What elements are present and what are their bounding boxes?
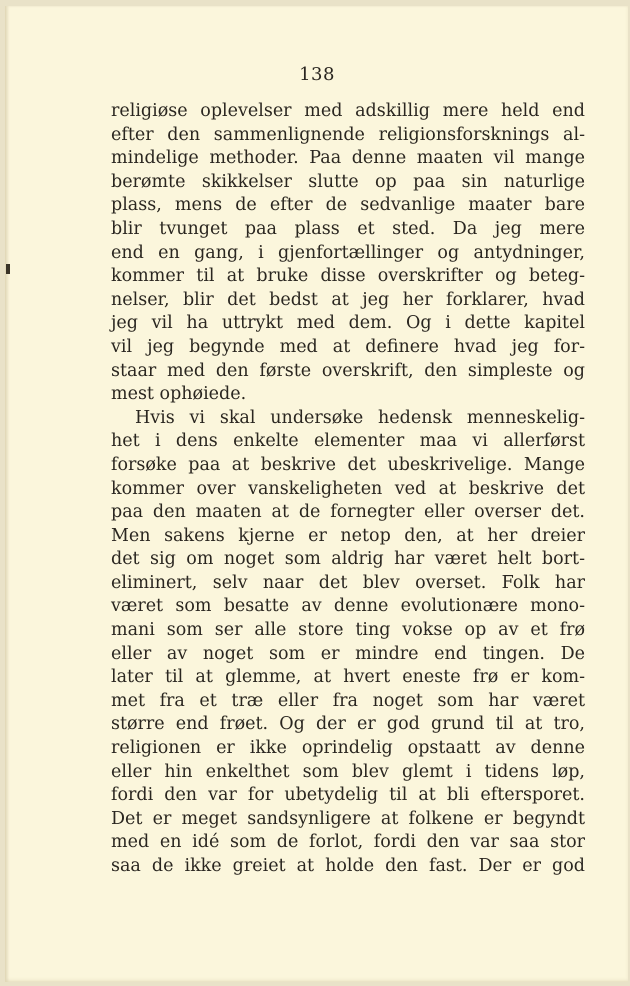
text-line: forsøke paa at beskrive det ubeskrivelige. Mange bbox=[111, 454, 585, 475]
text-line: blir tvunget paa plass et sted. Da jeg mere bbox=[111, 218, 585, 239]
text-line: religiøse oplevelser med adskillig mere held end bbox=[111, 101, 585, 121]
text-line: fordi den var for ubetydelig til at bli eftersporet. bbox=[111, 785, 585, 806]
text-line: eliminert, selv naar det blev overset. Folk har bbox=[111, 572, 585, 593]
text-line: Hvis vi skal undersøke hedensk menneskelig- bbox=[135, 407, 585, 428]
body-text bbox=[111, 100, 585, 879]
text-line: plass, mens de efter de sedvanlige maater bare bbox=[111, 195, 585, 216]
text-line: met fra et træ eller fra noget som har været bbox=[111, 690, 585, 711]
text-line: Det er meget sandsynligere at folkene er begyndt bbox=[111, 808, 585, 829]
text-line: kommer over vanskeligheten ved at beskrive det bbox=[111, 478, 585, 499]
text-line: mani som ser alle store ting vokse op av et frø bbox=[111, 620, 585, 641]
text-line: eller av noget som er mindre end tingen. De bbox=[111, 643, 585, 664]
text-line: end en gang, i gjenfortællinger og antydninger, bbox=[111, 242, 585, 263]
text-line: later til at glemme, at hvert eneste frø er kom- bbox=[111, 667, 585, 688]
page-edge-mark bbox=[6, 264, 10, 274]
text-line: paa den maaten at de fornegter eller overser det. bbox=[111, 502, 585, 523]
text-line: været som besatte av denne evolutionære mono- bbox=[111, 596, 585, 617]
text-line: staar med den første overskrift, den simpleste og bbox=[111, 360, 585, 381]
text-line: større end frøet. Og der er god grund til at tro, bbox=[111, 714, 585, 735]
text-line: mest ophøiede. bbox=[111, 384, 247, 405]
text-line: med en idé som de forlot, fordi den var saa stor bbox=[111, 832, 585, 853]
book-page bbox=[5, 6, 628, 982]
text-line: nelser, blir det bedst at jeg her forklarer, hvad bbox=[111, 289, 585, 310]
text-line: jeg vil ha uttrykt med dem. Og i dette kapitel bbox=[111, 313, 585, 334]
text-line: vil jeg begynde med at definere hvad jeg for- bbox=[111, 336, 585, 357]
text-line: det sig om noget som aldrig har været helt bort- bbox=[111, 549, 585, 570]
text-line: saa de ikke greiet at holde den fast. Der er god bbox=[111, 856, 585, 876]
text-line: berømte skikkelser slutte op paa sin naturlige bbox=[111, 171, 585, 192]
text-line: mindelige methoder. Paa denne maaten vil mange bbox=[111, 148, 585, 169]
text-line: religionen er ikke oprindelig opstaatt av denne bbox=[111, 738, 585, 759]
text-line: Men sakens kjerne er netop den, at her dreier bbox=[111, 525, 585, 546]
text-line: kommer til at bruke disse overskrifter og beteg- bbox=[111, 266, 585, 287]
text-line: eller hin enkelthet som blev glemt i tidens løp, bbox=[111, 761, 585, 782]
page-number: 138 bbox=[299, 64, 335, 85]
text-line: het i dens enkelte elementer maa vi allerførst bbox=[111, 431, 585, 452]
text-line: efter den sammenlignende religionsforsknings al- bbox=[111, 124, 585, 145]
